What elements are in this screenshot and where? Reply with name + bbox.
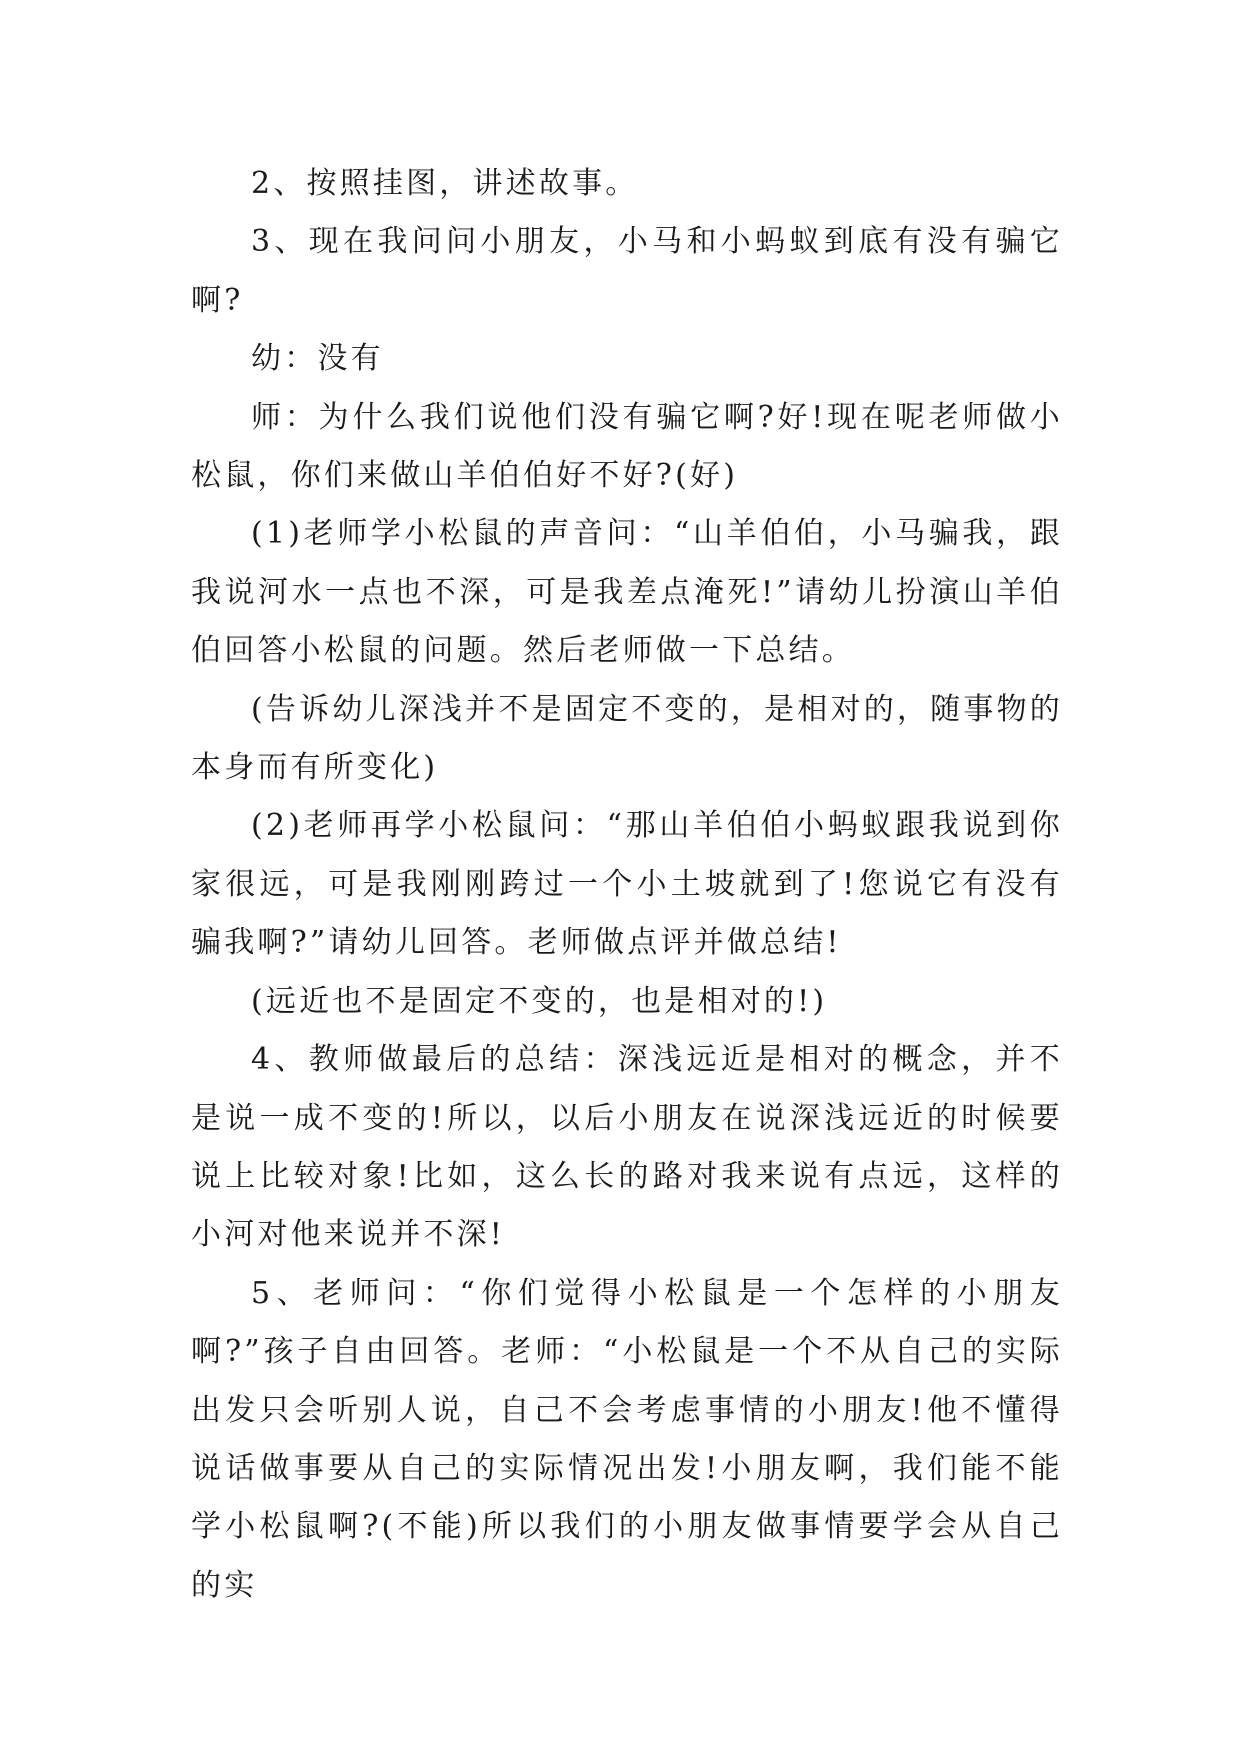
paragraph-roleplay-1: (1)老师学小松鼠的声音问：“山羊伯伯，小马骗我，跟我说河水一点也不深，可是我差点淹死!”请幼儿扮演山羊伯伯回答小松鼠的问题。然后老师做一下总结。	[191, 516, 1063, 669]
paragraph-step-4: 4、教师做最后的总结：深浅远近是相对的概念，并不是说一成不变的!所以，以后小朋友在说深浅远近的时候要说上比较对象!比如，这么长的路对我来说有点远，这样的小河对他来说并不深!	[191, 1042, 1063, 1253]
paragraph-child-answer: 幼：没有	[251, 341, 384, 377]
paragraph-step-2: 2、按照挂图，讲述故事。	[251, 166, 639, 201]
paragraph-note-depth: (告诉幼儿深浅并不是固定不变的，是相对的，随事物的本身而有所变化)	[191, 691, 1063, 786]
paragraph-step-5: 5、老师问：“你们觉得小松鼠是一个怎样的小朋友啊?”孩子自由回答。老师：“小松鼠是一个不从自己的实际出发只会听别人说，自己不会考虑事情的小朋友!他不懂得说话做事要从自己的实际情况出发!小朋友啊，我们能不能学小松鼠啊?(不能)所以我们的小朋友做事情要学会从自己的实	[191, 1275, 1063, 1603]
paragraph-step-3: 3、现在我问问小朋友，小马和小蚂蚁到底有没有骗它啊?	[191, 224, 1063, 318]
paragraph-note-distance: (远近也不是固定不变的，也是相对的!)	[251, 983, 828, 1019]
paragraph-roleplay-2: (2)老师再学小松鼠问：“那山羊伯伯小蚂蚁跟我说到你家很远，可是我刚刚跨过一个小土坡就到了!您说它有没有骗我啊?”请幼儿回答。老师做点评并做总结!	[191, 808, 1063, 961]
document-body	[191, 155, 1063, 1615]
paragraph-teacher-question: 师：为什么我们说他们没有骗它啊?好!现在呢老师做小松鼠，你们来做山羊伯伯好不好?(好)	[191, 399, 1063, 494]
